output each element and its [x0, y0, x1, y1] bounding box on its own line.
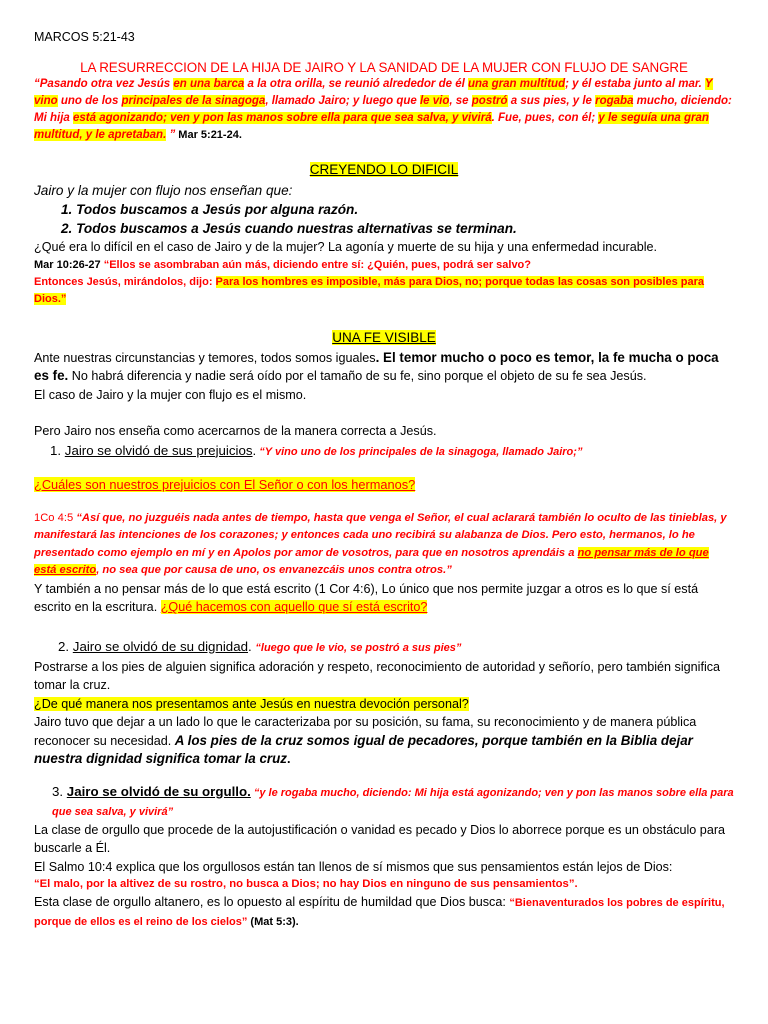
point-2: 2. Jairo se olvidó de su dignidad. “luego que le vio, se postró a sus pies” — [58, 638, 462, 654]
spacer — [34, 617, 734, 637]
cor-quote: 1Co 4:5 “Así que, no juzguéis nada antes de tiempo, hasta que venga el Señor, el cual aclarará también lo oculto de las tinieblas, y manifestará las intenciones de los corazones; y entonces cada uno recibirá su alabanza de Dios. Pero esto, hermanos, lo he presentado como ejemplo en mí y en Apolos por amor de vosotros, para que en nosotros aprendáis a no pensar más de lo que está escrito, no sea que por causa de uno, os envanezcáis unos contra otros.” — [34, 511, 727, 576]
psalm-quote: “El malo, por la altivez de su rostro, no busca a Dios; no hay Dios en ninguno de sus pensamientos”. — [34, 878, 578, 890]
reference-title: MARCOS 5:21-43 — [34, 30, 135, 44]
body-paragraph: Postrarse a los pies de alguien significa adoración y respeto, reconocimiento de autoridad y señorío, pero también significa tomar la cruz. — [34, 659, 721, 692]
spacer — [34, 769, 734, 783]
body-paragraph: La clase de orgullo que procede de la autojustificación o vanidad es pecado y Dios lo aborrece porque es un obstáculo para buscarle a Él. — [34, 822, 726, 855]
body-paragraph: El Salmo 10:4 explica que los orgullosos están tan llenos de sí mismos que sus pensamientos están lejos de Dios: — [34, 859, 673, 874]
main-title: LA RESURRECCION DE LA HIJA DE JAIRO Y LA SANIDAD DE LA MUJER CON FLUJO DE SANGRE — [80, 60, 688, 75]
body-paragraph: Jairo tuvo que dejar a un lado lo que le caracterizaba por su posición, su fama, su reconocimiento y de manera pública reconocer su necesidad. A los pies de la cruz somos igual de pecadores, porque también en la Biblia dejar nuestra dignidad significa tomar la cruz. — [34, 715, 697, 766]
body-paragraph: Esta clase de orgullo altanero, es lo opuesto al espíritu de humildad que Dios busca: “Bienaventurados los pobres de espíritu, porque de ellos es el reino de los cielos” (Mat 5:3). — [34, 895, 725, 928]
body-paragraph: El caso de Jairo y la mujer con flujo es el mismo. — [34, 387, 307, 402]
question-highlight: ¿De qué manera nos presentamos ante Jesús en nuestra devoción personal? — [34, 696, 469, 711]
mark-quote: Mar 10:26-27 “Ellos se asombraban aún más, diciendo entre sí: ¿Quién, pues, podrá ser salvo? — [34, 258, 531, 271]
point-1: 1. Jairo se olvidó de sus prejuicios. “Y vino uno de los principales de la sinagoga, llamado Jairo;” — [50, 442, 583, 458]
mark-quote-2: Entonces Jesús, mirándolos, dijo: Para los hombres es imposible, más para Dios, no; porque todas las cosas son posibles para Dios.” — [34, 275, 704, 305]
heading-creyendo: CREYENDO LO DIFICIL — [309, 162, 459, 177]
point-3: 3. Jairo se olvidó de su orgullo. “y le rogaba mucho, diciendo: Mi hija está agonizando; ven y pon las manos sobre ella para que sea salva, y vivirá” — [52, 783, 734, 818]
spacer — [34, 404, 734, 422]
heading-fe-visible: UNA FE VISIBLE — [332, 329, 436, 345]
spacer — [34, 462, 734, 476]
body-paragraph: Y también a no pensar más de lo que está escrito (1 Cor 4:6), Lo único que nos permite juzgar a otros es lo que sí está escrito en la escritura. ¿Qué hacemos con aquello que sí está escrito? — [34, 581, 699, 614]
body-paragraph: Ante nuestras circunstancias y temores, todos somos iguales. El temor mucho o poco es temor, la fe mucha o poca es fe. No habrá diferencia y nadie será oído por el tamaño de su fe, sino porque el objeto de su fe sea Jesús. — [34, 349, 719, 383]
list-item: 2. Todos buscamos a Jesús cuando nuestras alternativas se terminan. — [61, 221, 517, 236]
spacer — [34, 494, 734, 510]
question-highlight: ¿Cuáles son nuestros prejuicios con El Señor o con los hermanos? — [34, 476, 416, 492]
list-item: 1. Todos buscamos a Jesús por alguna razón. — [61, 202, 359, 217]
document-page — [34, 30, 734, 932]
body-paragraph: Pero Jairo nos enseña como acercarnos de la manera correcta a Jesús. — [34, 424, 437, 438]
section1-lead: Jairo y la mujer con flujo nos enseñan que: — [34, 183, 293, 198]
intro-verse: “Pasando otra vez Jesús en una barca a la otra orilla, se reunió alrededor de él una gran multitud; y él estaba junto al mar. Y vino uno de los principales de la sinagoga, llamado Jairo; y luego que le vio, se postró a sus pies, y le rogaba mucho, diciendo: Mi hija está agonizando; ven y pon las manos sobre ella para que sea salva, y vivirá. Fue, pues, con él; y le seguía una gran multitud, y le apretaban. ” Mar 5:21-24. — [34, 78, 732, 141]
body-paragraph: ¿Qué era lo difícil en el caso de Jairo y de la mujer? La agonía y muerte de su hija y una enfermedad incurable. — [34, 240, 658, 254]
